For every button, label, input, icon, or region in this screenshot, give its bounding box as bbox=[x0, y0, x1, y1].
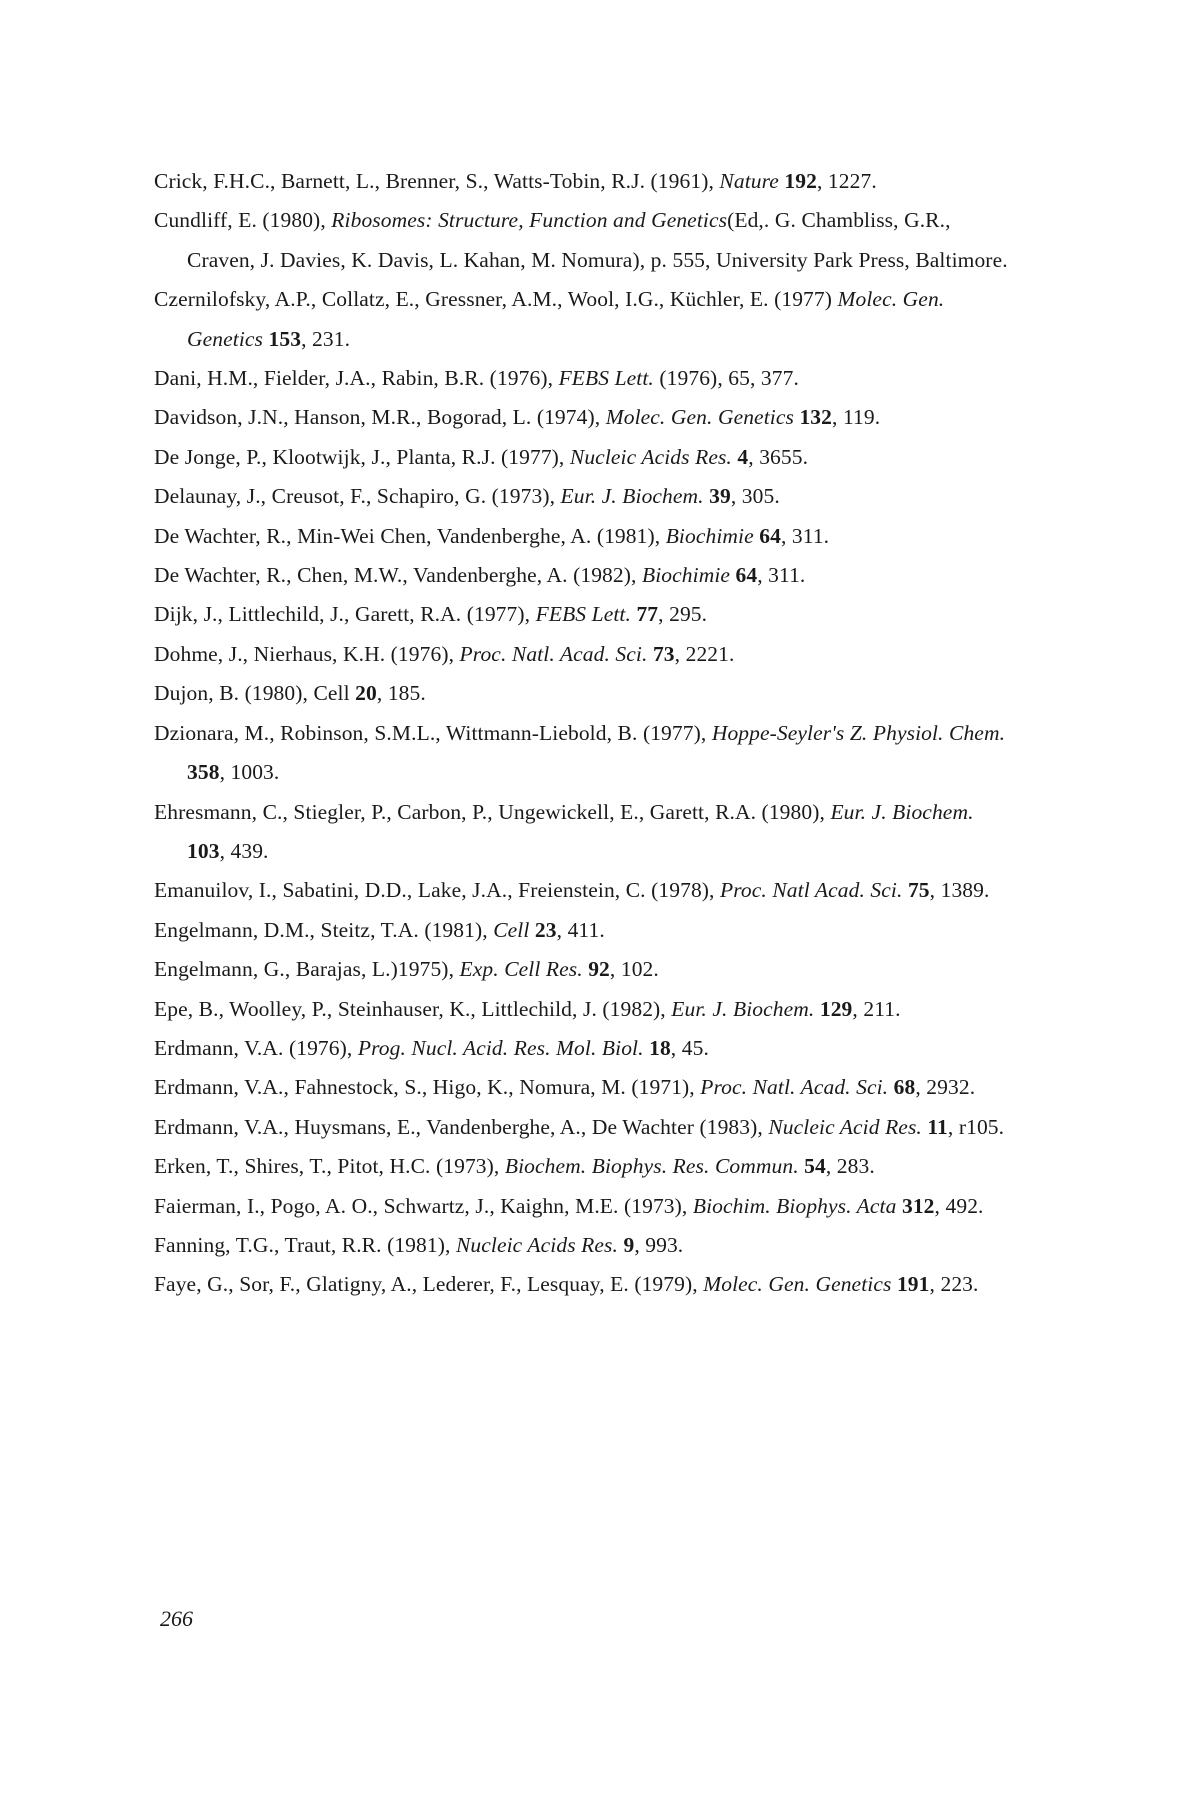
reference-entry: Dani, H.M., Fielder, J.A., Rabin, B.R. (1976), FEBS Lett. (1976), 65, 377. bbox=[154, 366, 799, 391]
page-number: 266 bbox=[160, 1606, 193, 1631]
reference-entry: Crick, F.H.C., Barnett, L., Brenner, S., Watts-Tobin, R.J. (1961), Nature 192, 1227. bbox=[154, 169, 877, 193]
reference-list bbox=[154, 162, 1014, 1305]
reference-entry: Czernilofsky, A.P., Collatz, E., Gressner, A.M., Wool, I.G., Küchler, E. (1977) Molec. Gen. Genetics 153, 231. bbox=[154, 287, 945, 351]
reference-entry: Delaunay, J., Creusot, F., Schapiro, G. (1973), Eur. J. Biochem. 39, 305. bbox=[154, 484, 780, 509]
reference-entry: Dijk, J., Littlechild, J., Garett, R.A. (1977), FEBS Lett. 77, 295. bbox=[154, 602, 708, 627]
reference-entry: Erdmann, V.A., Fahnestock, S., Higo, K., Nomura, M. (1971), Proc. Natl. Acad. Sci. 68, 2932. bbox=[154, 1075, 976, 1100]
reference-entry: Engelmann, D.M., Steitz, T.A. (1981), Cell 23, 411. bbox=[154, 917, 605, 942]
reference-entry: Erdmann, V.A., Huysmans, E., Vandenberghe, A., De Wachter (1983), Nucleic Acid Res. 11, r105. bbox=[154, 1114, 1005, 1139]
reference-entry: Davidson, J.N., Hanson, M.R., Bogorad, L. (1974), Molec. Gen. Genetics 132, 119. bbox=[154, 405, 881, 430]
reference-entry: Cundliff, E. (1980), Ribosomes: Structure, Function and Genetics(Ed,. G. Chambliss, G.R., Craven, J. Davies, K. Davis, L. Kahan, M. Nomura), p. 555, University Park Press, Baltimore. bbox=[154, 208, 1008, 272]
reference-entry: Engelmann, G., Barajas, L.)1975), Exp. Cell Res. 92, 102. bbox=[154, 957, 659, 982]
reference-entry: Dohme, J., Nierhaus, K.H. (1976), Proc. Natl. Acad. Sci. 73, 2221. bbox=[154, 641, 735, 666]
reference-entry: Erdmann, V.A. (1976), Prog. Nucl. Acid. Res. Mol. Biol. 18, 45. bbox=[154, 1035, 709, 1060]
reference-entry: Dujon, B. (1980), Cell 20, 185. bbox=[154, 681, 426, 706]
reference-entry: Fanning, T.G., Traut, R.R. (1981), Nucleic Acids Res. 9, 993. bbox=[154, 1232, 684, 1257]
reference-entry: Dzionara, M., Robinson, S.M.L., Wittmann-Liebold, B. (1977), Hoppe-Seyler's Z. Physiol. Chem. 358, 1003. bbox=[154, 720, 1006, 785]
reference-entry: De Wachter, R., Min-Wei Chen, Vandenberghe, A. (1981), Biochimie 64, 311. bbox=[154, 523, 830, 548]
reference-entry: Erken, T., Shires, T., Pitot, H.C. (1973), Biochem. Biophys. Res. Commun. 54, 283. bbox=[154, 1154, 875, 1179]
reference-entry: De Wachter, R., Chen, M.W., Vandenberghe, A. (1982), Biochimie 64, 311. bbox=[154, 563, 806, 588]
reference-entry: Faye, G., Sor, F., Glatigny, A., Lederer, F., Lesquay, E. (1979), Molec. Gen. Genetics 191, 223. bbox=[154, 1272, 979, 1297]
reference-entry: Faierman, I., Pogo, A. O., Schwartz, J., Kaighn, M.E. (1973), Biochim. Biophys. Acta 312, 492. bbox=[154, 1193, 984, 1218]
reference-entry: Epe, B., Woolley, P., Steinhauser, K., Littlechild, J. (1982), Eur. J. Biochem. 129, 211. bbox=[154, 996, 901, 1021]
reference-entry: Emanuilov, I., Sabatini, D.D., Lake, J.A., Freienstein, C. (1978), Proc. Natl Acad. Sci. 75, 1389. bbox=[154, 878, 990, 903]
reference-entry: De Jonge, P., Klootwijk, J., Planta, R.J. (1977), Nucleic Acids Res. 4, 3655. bbox=[154, 444, 809, 469]
reference-entry: Ehresmann, C., Stiegler, P., Carbon, P., Ungewickell, E., Garett, R.A. (1980), Eur. J. Biochem. 103, 439. bbox=[154, 799, 974, 863]
